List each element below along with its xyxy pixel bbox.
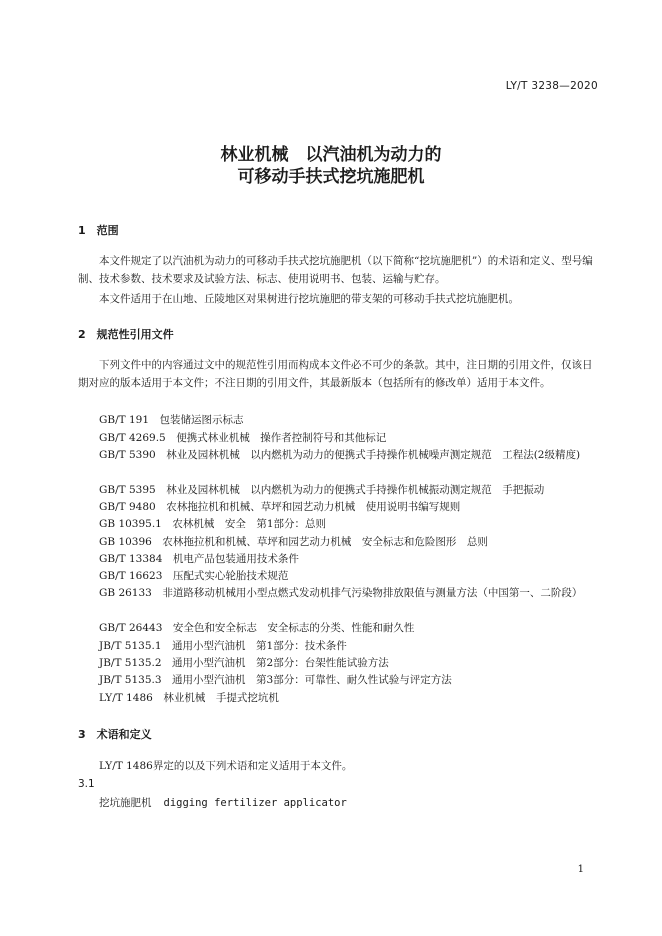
- reference-item: GB/T 13384 机电产品包装通用技术条件: [99, 553, 299, 565]
- reference-item: GB/T 191 包装储运图示标志: [99, 414, 244, 426]
- section-heading-normative-references: 2 规范性引用文件: [78, 328, 174, 341]
- reference-item: GB/T 16623 压配式实心轮胎技术规范: [99, 570, 289, 582]
- reference-item: GB 26133 非道路移动机械用小型点燃式发动机排气污染物排放限值与测量方法（中国第一、二阶段）: [99, 587, 583, 599]
- term-english: digging fertilizer applicator: [163, 797, 347, 809]
- document-title-line1: 林业机械 以汽油机为动力的: [220, 145, 442, 165]
- reference-item: GB/T 5395 林业及园林机械 以内燃机为动力的便携式手持操作机械振动测定规范 手把振动: [99, 484, 545, 496]
- reference-item: GB/T 4269.5 便携式林业机械 操作者控制符号和其他标记: [99, 432, 387, 444]
- reference-item: GB/T 26443 安全色和安全标志 安全标志的分类、性能和耐久性: [99, 622, 415, 634]
- page-number: 1: [577, 864, 584, 875]
- terms-intro: LY/T 1486界定的以及下列术语和定义适用于本文件。: [99, 760, 353, 772]
- reference-item: LY/T 1486 林业机械 手提式挖坑机: [99, 692, 279, 704]
- term-entry: [99, 795, 347, 810]
- document-title-line2: 可移动手扶式挖坑施肥机: [237, 167, 425, 187]
- reference-item: GB/T 9480 农林拖拉机和机械、草坪和园艺动力机械 使用说明书编写规则: [99, 501, 461, 513]
- reference-item: JB/T 5135.2 通用小型汽油机 第2部分：台架性能试验方法: [99, 657, 389, 669]
- scope-paragraph-2: 本文件适用于在山地、丘陵地区对果树进行挖坑施肥的带支架的可移动手扶式挖坑施肥机。: [99, 293, 519, 305]
- standard-code: LY/T 3238—2020: [505, 80, 598, 92]
- section-heading-terms: 3 术语和定义: [78, 728, 152, 741]
- reference-item: GB 10395.1 农林机械 安全 第1部分：总则: [99, 518, 327, 530]
- clause-number: 3.1: [78, 778, 95, 790]
- scope-paragraph-1: 本文件规定了以汽油机为动力的可移动手扶式挖坑施肥机（以下简称“挖坑施肥机”）的术语和定义、型号编制、技术参数、技术要求及试验方法、标志、使用说明书、包装、运输与贮存。: [78, 255, 593, 285]
- term-chinese: 挖坑施肥机: [99, 797, 152, 809]
- reference-item: JB/T 5135.1 通用小型汽油机 第1部分：技术条件: [99, 640, 347, 652]
- reference-item: JB/T 5135.3 通用小型汽油机 第3部分：可靠性、耐久性试验与评定方法: [99, 674, 452, 686]
- reference-item: GB 10396 农林拖拉机和机械、草坪和园艺动力机械 安全标志和危险图形 总则: [99, 536, 488, 548]
- references-intro: 下列文件中的内容通过文中的规范性引用而构成本文件必不可少的条款。其中，注日期的引用文件，仅该日期对应的版本适用于本文件；不注日期的引用文件，其最新版本（包括所有的修改单）适用于本文件。: [78, 359, 593, 389]
- section-heading-scope: 1 范围: [78, 224, 119, 237]
- reference-item: GB/T 5390 林业及园林机械 以内燃机为动力的便携式手持操作机械噪声测定规范 工程法(2级精度): [99, 449, 581, 461]
